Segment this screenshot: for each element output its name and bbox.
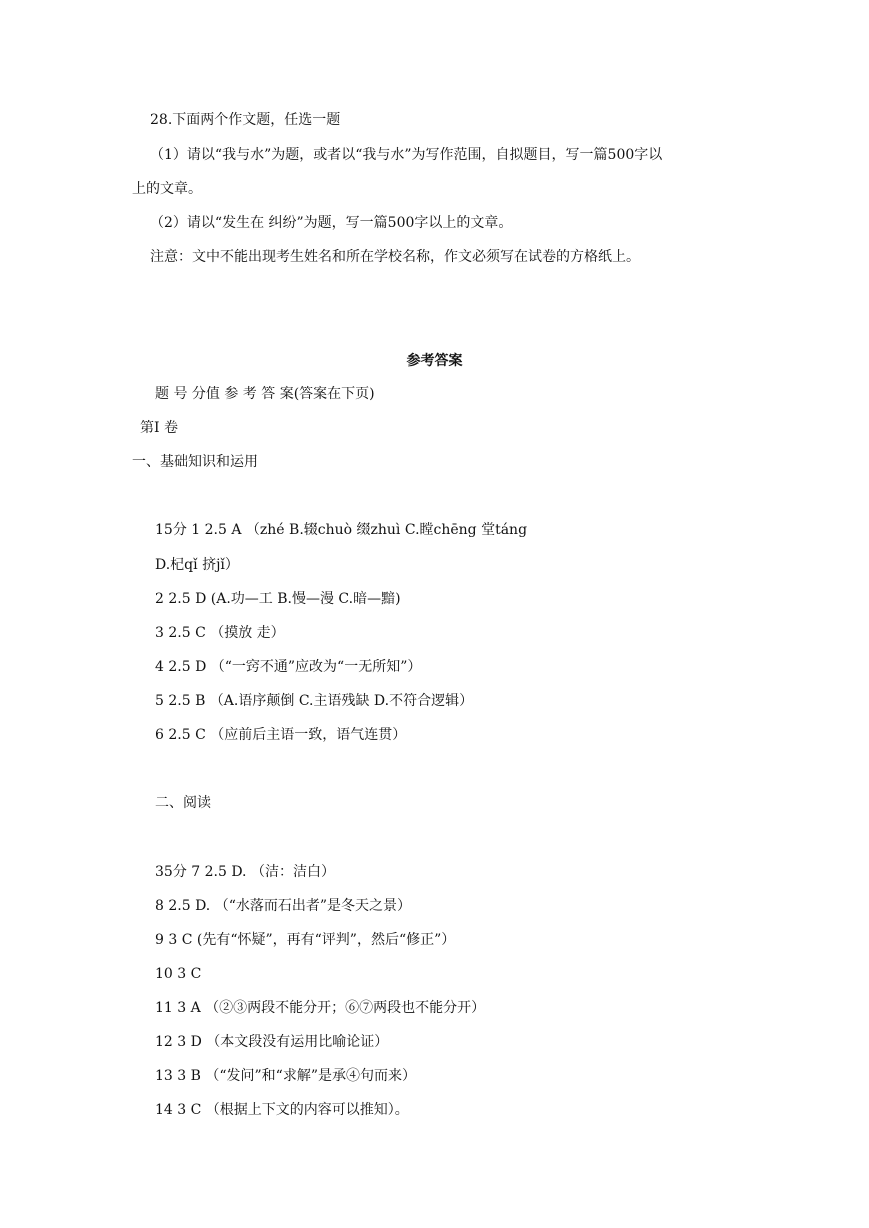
answer-line: 5 2.5 B （A.语序颠倒 C.主语残缺 D.不符合逻辑） (155, 693, 474, 709)
answer-line: 4 2.5 D （“一窍不通”应改为“一无所知”） (155, 659, 422, 675)
section-2-heading: 二、阅读 (155, 795, 211, 811)
answer-line: 35分 7 2.5 D. （洁：洁白） (155, 864, 335, 880)
answer-line: 3 2.5 C （摸放 走） (155, 625, 285, 641)
essay-option-1-line-2: 上的文章。 (132, 181, 202, 197)
section-1-heading: 一、基础知识和运用 (132, 454, 258, 470)
answers-title: 参考答案 (406, 353, 463, 369)
essay-option-2: （2）请以“发生在 纠纷”为题，写一篇500字以上的文章。 (150, 215, 513, 231)
answer-line: 14 3 C （根据上下文的内容可以推知）。 (155, 1102, 409, 1118)
answer-line: 2 2.5 D (A.功—工 B.慢—漫 C.暗—黯) (155, 591, 401, 607)
answer-line: 8 2.5 D. （“水落而石出者”是冬天之景） (155, 898, 412, 914)
answer-line: 6 2.5 C （应前后主语一致，语气连贯） (155, 727, 407, 743)
essay-note: 注意：文中不能出现考生姓名和所在学校名称，作文必须写在试卷的方格纸上。 (150, 249, 640, 265)
answer-line: 15分 1 2.5 A （zhé B.辍chuò 缀zhuì C.瞠chēng 堂táng (155, 522, 528, 538)
answer-line: 11 3 A （②③两段不能分开；⑥⑦两段也不能分开） (155, 1000, 486, 1016)
answer-line: 13 3 B （“发问”和“求解”是承④句而来） (155, 1068, 416, 1084)
answer-line: 9 3 C (先有“怀疑”，再有“评判”，然后“修正”） (155, 932, 456, 948)
essay-option-1-line-1: （1）请以“我与水”为题，或者以“我与水”为写作范围，自拟题目，写一篇500字以 (150, 147, 663, 163)
essay-question: 28.下面两个作文题，任选一题 (150, 112, 341, 128)
answer-line: D.杞qǐ 挤jǐ） (155, 557, 239, 573)
answer-line: 12 3 D （本文段没有运用比喻论证） (155, 1034, 389, 1050)
answers-table-header: 题 号 分值 参 考 答 案(答案在下页) (155, 386, 375, 402)
answer-line: 10 3 C (155, 966, 202, 982)
volume-label: 第Ⅰ 卷 (140, 420, 178, 436)
